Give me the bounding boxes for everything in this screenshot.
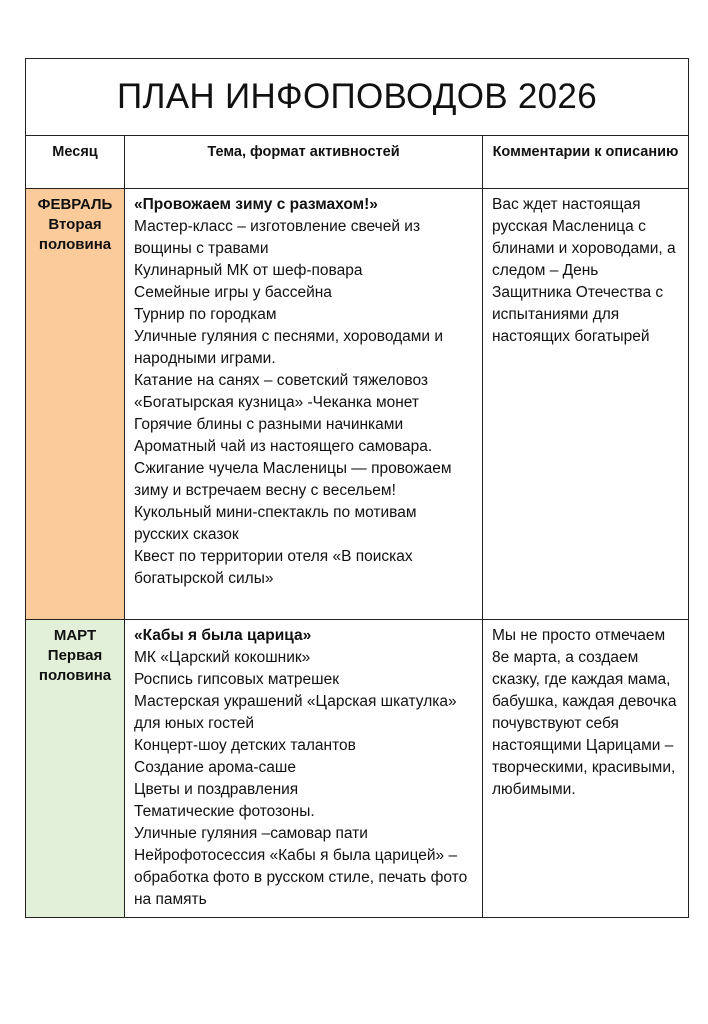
- activity-item: Тематические фотозоны.: [134, 803, 315, 820]
- activity-item: Цветы и поздравления: [134, 781, 299, 798]
- activity-item: МК «Царский кокошник»: [134, 649, 311, 666]
- topic-cell-february: [125, 189, 483, 620]
- activity-item: Квест по территории отеля «В поисках богатырской силы»: [134, 548, 413, 587]
- column-header-topic: Тема, формат активностей: [125, 136, 483, 189]
- activity-item: Кукольный мини-спектакль по мотивам русских сказок: [134, 504, 417, 543]
- activity-item: Уличные гуляния –самовар пати: [134, 825, 368, 842]
- activity-item: Катание на санях – советский тяжеловоз: [134, 372, 429, 389]
- topic-title: «Провожаем зиму с размахом!»: [134, 196, 378, 213]
- month-cell-february: [26, 189, 125, 620]
- topic-title: «Кабы я была царица»: [134, 627, 312, 644]
- activity-item: Сжигание чучела Масленицы — провожаем зиму и встречаем весну с весельем!: [134, 460, 452, 499]
- column-header-month: Месяц: [26, 136, 125, 189]
- activity-item: Кулинарный МК от шеф-повара: [134, 262, 363, 279]
- activity-item: Ароматный чай из настоящего самовара.: [134, 438, 433, 455]
- activity-item: Мастер-класс – изготовление свечей из вощины с травами: [134, 218, 421, 257]
- table-row-february: [26, 189, 689, 620]
- activity-item: Уличные гуляния с песнями, хороводами и народными играми.: [134, 328, 444, 367]
- activity-item: Турнир по городкам: [134, 306, 277, 323]
- activity-item: Мастерская украшений «Царская шкатулка» для юных гостей: [134, 693, 457, 732]
- month-part: Первая половина: [38, 647, 112, 684]
- month-name: МАРТ: [53, 627, 97, 644]
- activity-item: Нейрофотосессия «Кабы я была царицей» –обработка фото в русском стиле, печать фото на память: [134, 847, 468, 908]
- topic-cell-march: [125, 620, 483, 918]
- activity-item: Семейные игры у бассейна: [134, 284, 332, 301]
- activity-item: Горячие блины с разными начинками: [134, 416, 404, 433]
- column-header-comment: Комментарии к описанию: [483, 136, 689, 189]
- month-cell-march: [26, 620, 125, 918]
- activity-item: Создание арома-саше: [134, 759, 296, 776]
- plan-table: [25, 58, 689, 918]
- page-title: ПЛАН ИНФОПОВОДОВ 2026: [26, 59, 689, 136]
- month-part: Вторая половина: [38, 216, 112, 253]
- comment-cell-march: Мы не просто отмечаем 8е марта, а создаем сказку, где каждая мама, бабушка, каждая девочка почувствуют себя настоящими Царицами – творческими, красивыми, любимыми.: [483, 620, 689, 918]
- header-row: [26, 136, 689, 189]
- month-name: ФЕВРАЛЬ: [37, 196, 113, 213]
- activity-item: Концерт-шоу детских талантов: [134, 737, 356, 754]
- comment-cell-february: Вас ждет настоящая русская Масленица с блинами и хороводами, а следом – День Защитника Отечества с испытаниями для настоящих богатырей: [483, 189, 689, 620]
- activity-item: Роспись гипсовых матрешек: [134, 671, 340, 688]
- activity-item: «Богатырская кузница» -Чеканка монет: [134, 394, 420, 411]
- table-row-march: [26, 620, 689, 918]
